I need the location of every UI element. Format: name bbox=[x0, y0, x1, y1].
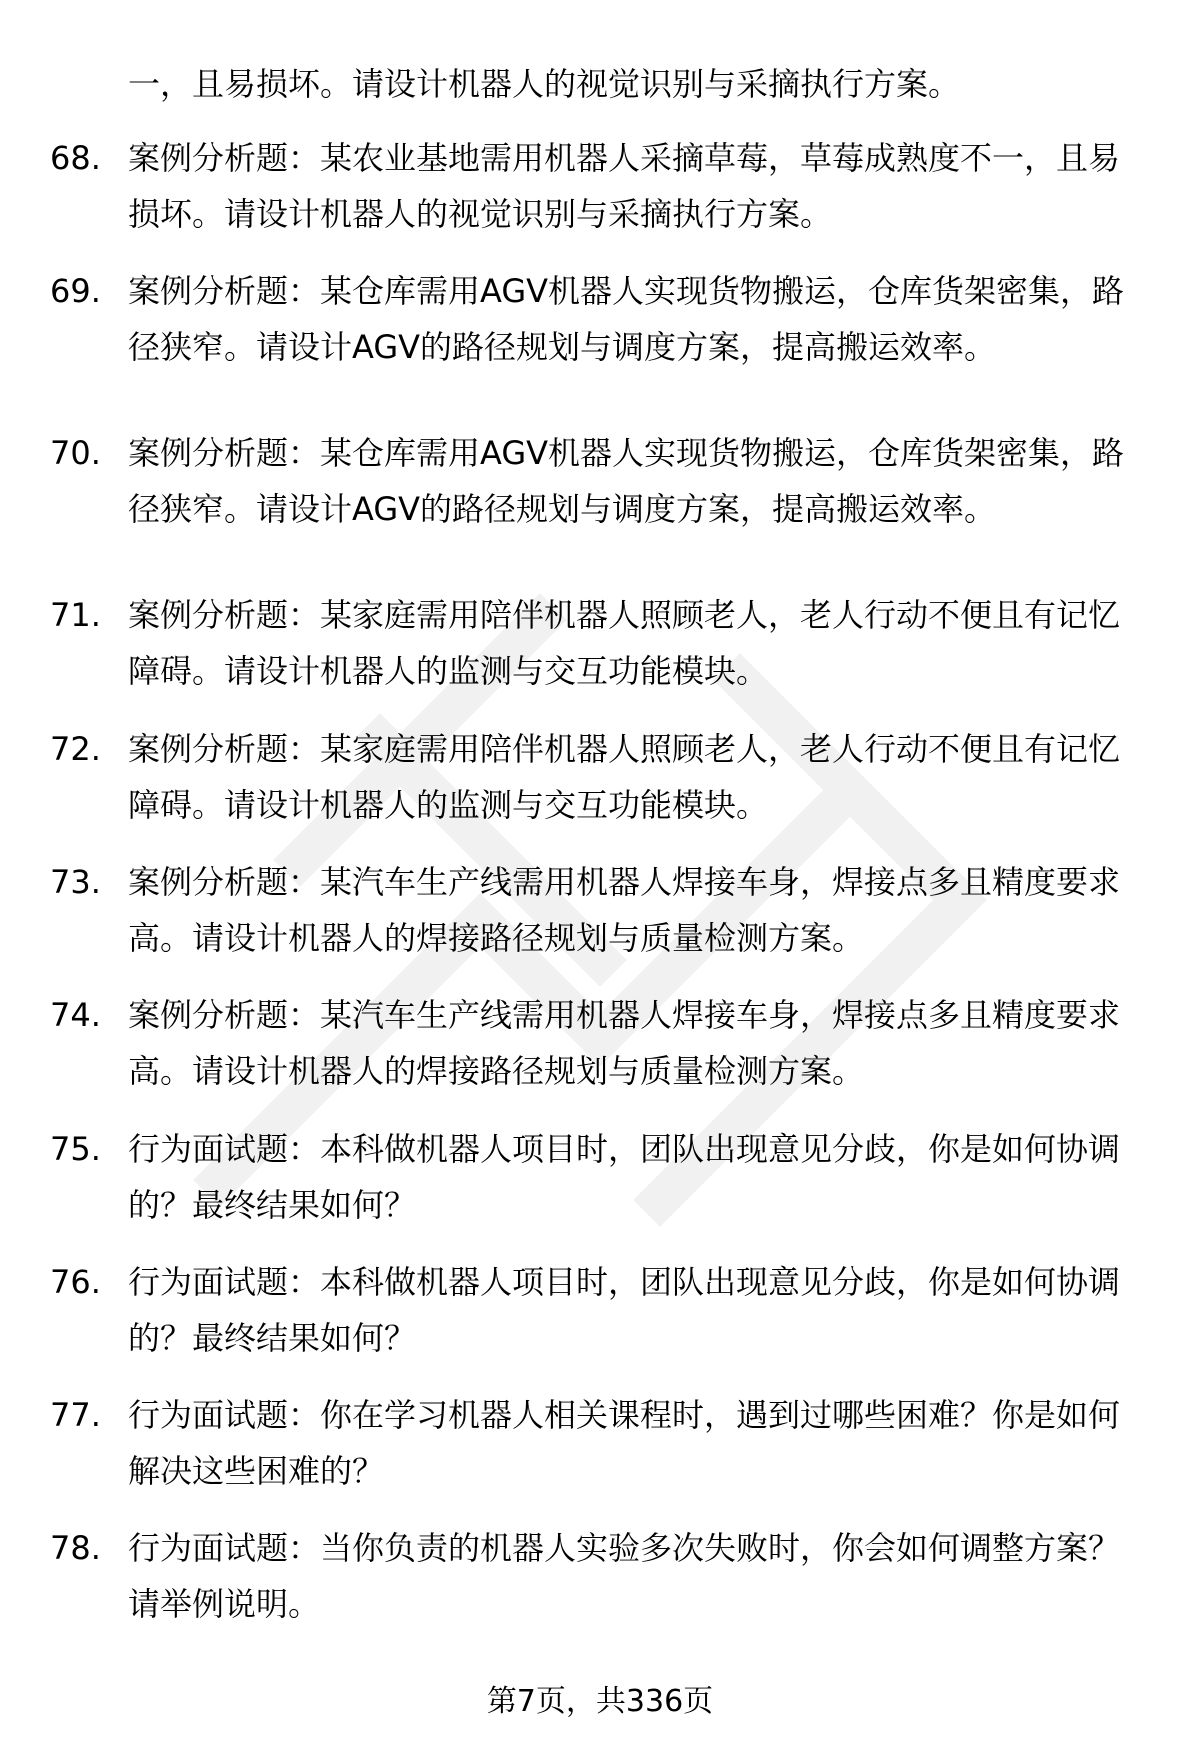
question-text: 行为面试题：本科做机器人项目时，团队出现意见分歧，你是如何协调的？最终结果如何？ bbox=[128, 1130, 1121, 1224]
question-number: 77. bbox=[50, 1396, 101, 1434]
question-text: 案例分析题：某农业基地需用机器人采摘草莓，草莓成熟度不一，且易损坏。请设计机器人的视觉识别与采摘执行方案。 bbox=[128, 139, 1121, 233]
continuation-text: 一，且易损坏。请设计机器人的视觉识别与采摘执行方案。 bbox=[128, 65, 961, 103]
question-number: 75. bbox=[50, 1130, 101, 1168]
question-text: 案例分析题：某汽车生产线需用机器人焊接车身，焊接点多且精度要求高。请设计机器人的焊接路径规划与质量检测方案。 bbox=[128, 996, 1121, 1090]
question-text: 行为面试题：本科做机器人项目时，团队出现意见分歧，你是如何协调的？最终结果如何？ bbox=[128, 1263, 1121, 1357]
question-number: 68. bbox=[50, 139, 101, 177]
question-number: 74. bbox=[50, 996, 101, 1034]
question-number: 71. bbox=[50, 596, 101, 634]
question-number: 72. bbox=[50, 730, 101, 768]
question-text: 案例分析题：某仓库需用AGV机器人实现货物搬运，仓库货架密集，路径狭窄。请设计AGV的路径规划与调度方案，提高搬运效率。 bbox=[128, 272, 1125, 366]
question-number: 73. bbox=[50, 863, 101, 901]
question-item bbox=[50, 1387, 1150, 1499]
question-text: 案例分析题：某家庭需用陪伴机器人照顾老人，老人行动不便且有记忆障碍。请设计机器人的监测与交互功能模块。 bbox=[128, 596, 1121, 690]
question-number: 76. bbox=[50, 1263, 101, 1301]
question-item bbox=[50, 263, 1150, 375]
question-text: 行为面试题：你在学习机器人相关课程时，遇到过哪些困难？你是如何解决这些困难的？ bbox=[128, 1396, 1121, 1490]
question-text: 行为面试题：当你负责的机器人实验多次失败时，你会如何调整方案？请举例说明。 bbox=[128, 1529, 1121, 1623]
question-item bbox=[50, 425, 1150, 537]
question-item bbox=[50, 1254, 1150, 1366]
question-item bbox=[50, 721, 1150, 833]
question-item bbox=[50, 854, 1150, 966]
question-item bbox=[50, 987, 1150, 1099]
question-number: 78. bbox=[50, 1529, 101, 1567]
question-number: 70. bbox=[50, 434, 101, 472]
question-text: 案例分析题：某仓库需用AGV机器人实现货物搬运，仓库货架密集，路径狭窄。请设计AGV的路径规划与调度方案，提高搬运效率。 bbox=[128, 434, 1125, 528]
question-item bbox=[50, 1520, 1150, 1632]
question-item bbox=[50, 587, 1150, 699]
page-footer: 第7页，共336页 bbox=[486, 1684, 714, 1719]
question-item bbox=[50, 1121, 1150, 1233]
question-item bbox=[50, 130, 1150, 242]
question-text: 案例分析题：某汽车生产线需用机器人焊接车身，焊接点多且精度要求高。请设计机器人的焊接路径规划与质量检测方案。 bbox=[128, 863, 1121, 957]
question-number: 69. bbox=[50, 272, 101, 310]
question-text: 案例分析题：某家庭需用陪伴机器人照顾老人，老人行动不便且有记忆障碍。请设计机器人的监测与交互功能模块。 bbox=[128, 730, 1121, 824]
